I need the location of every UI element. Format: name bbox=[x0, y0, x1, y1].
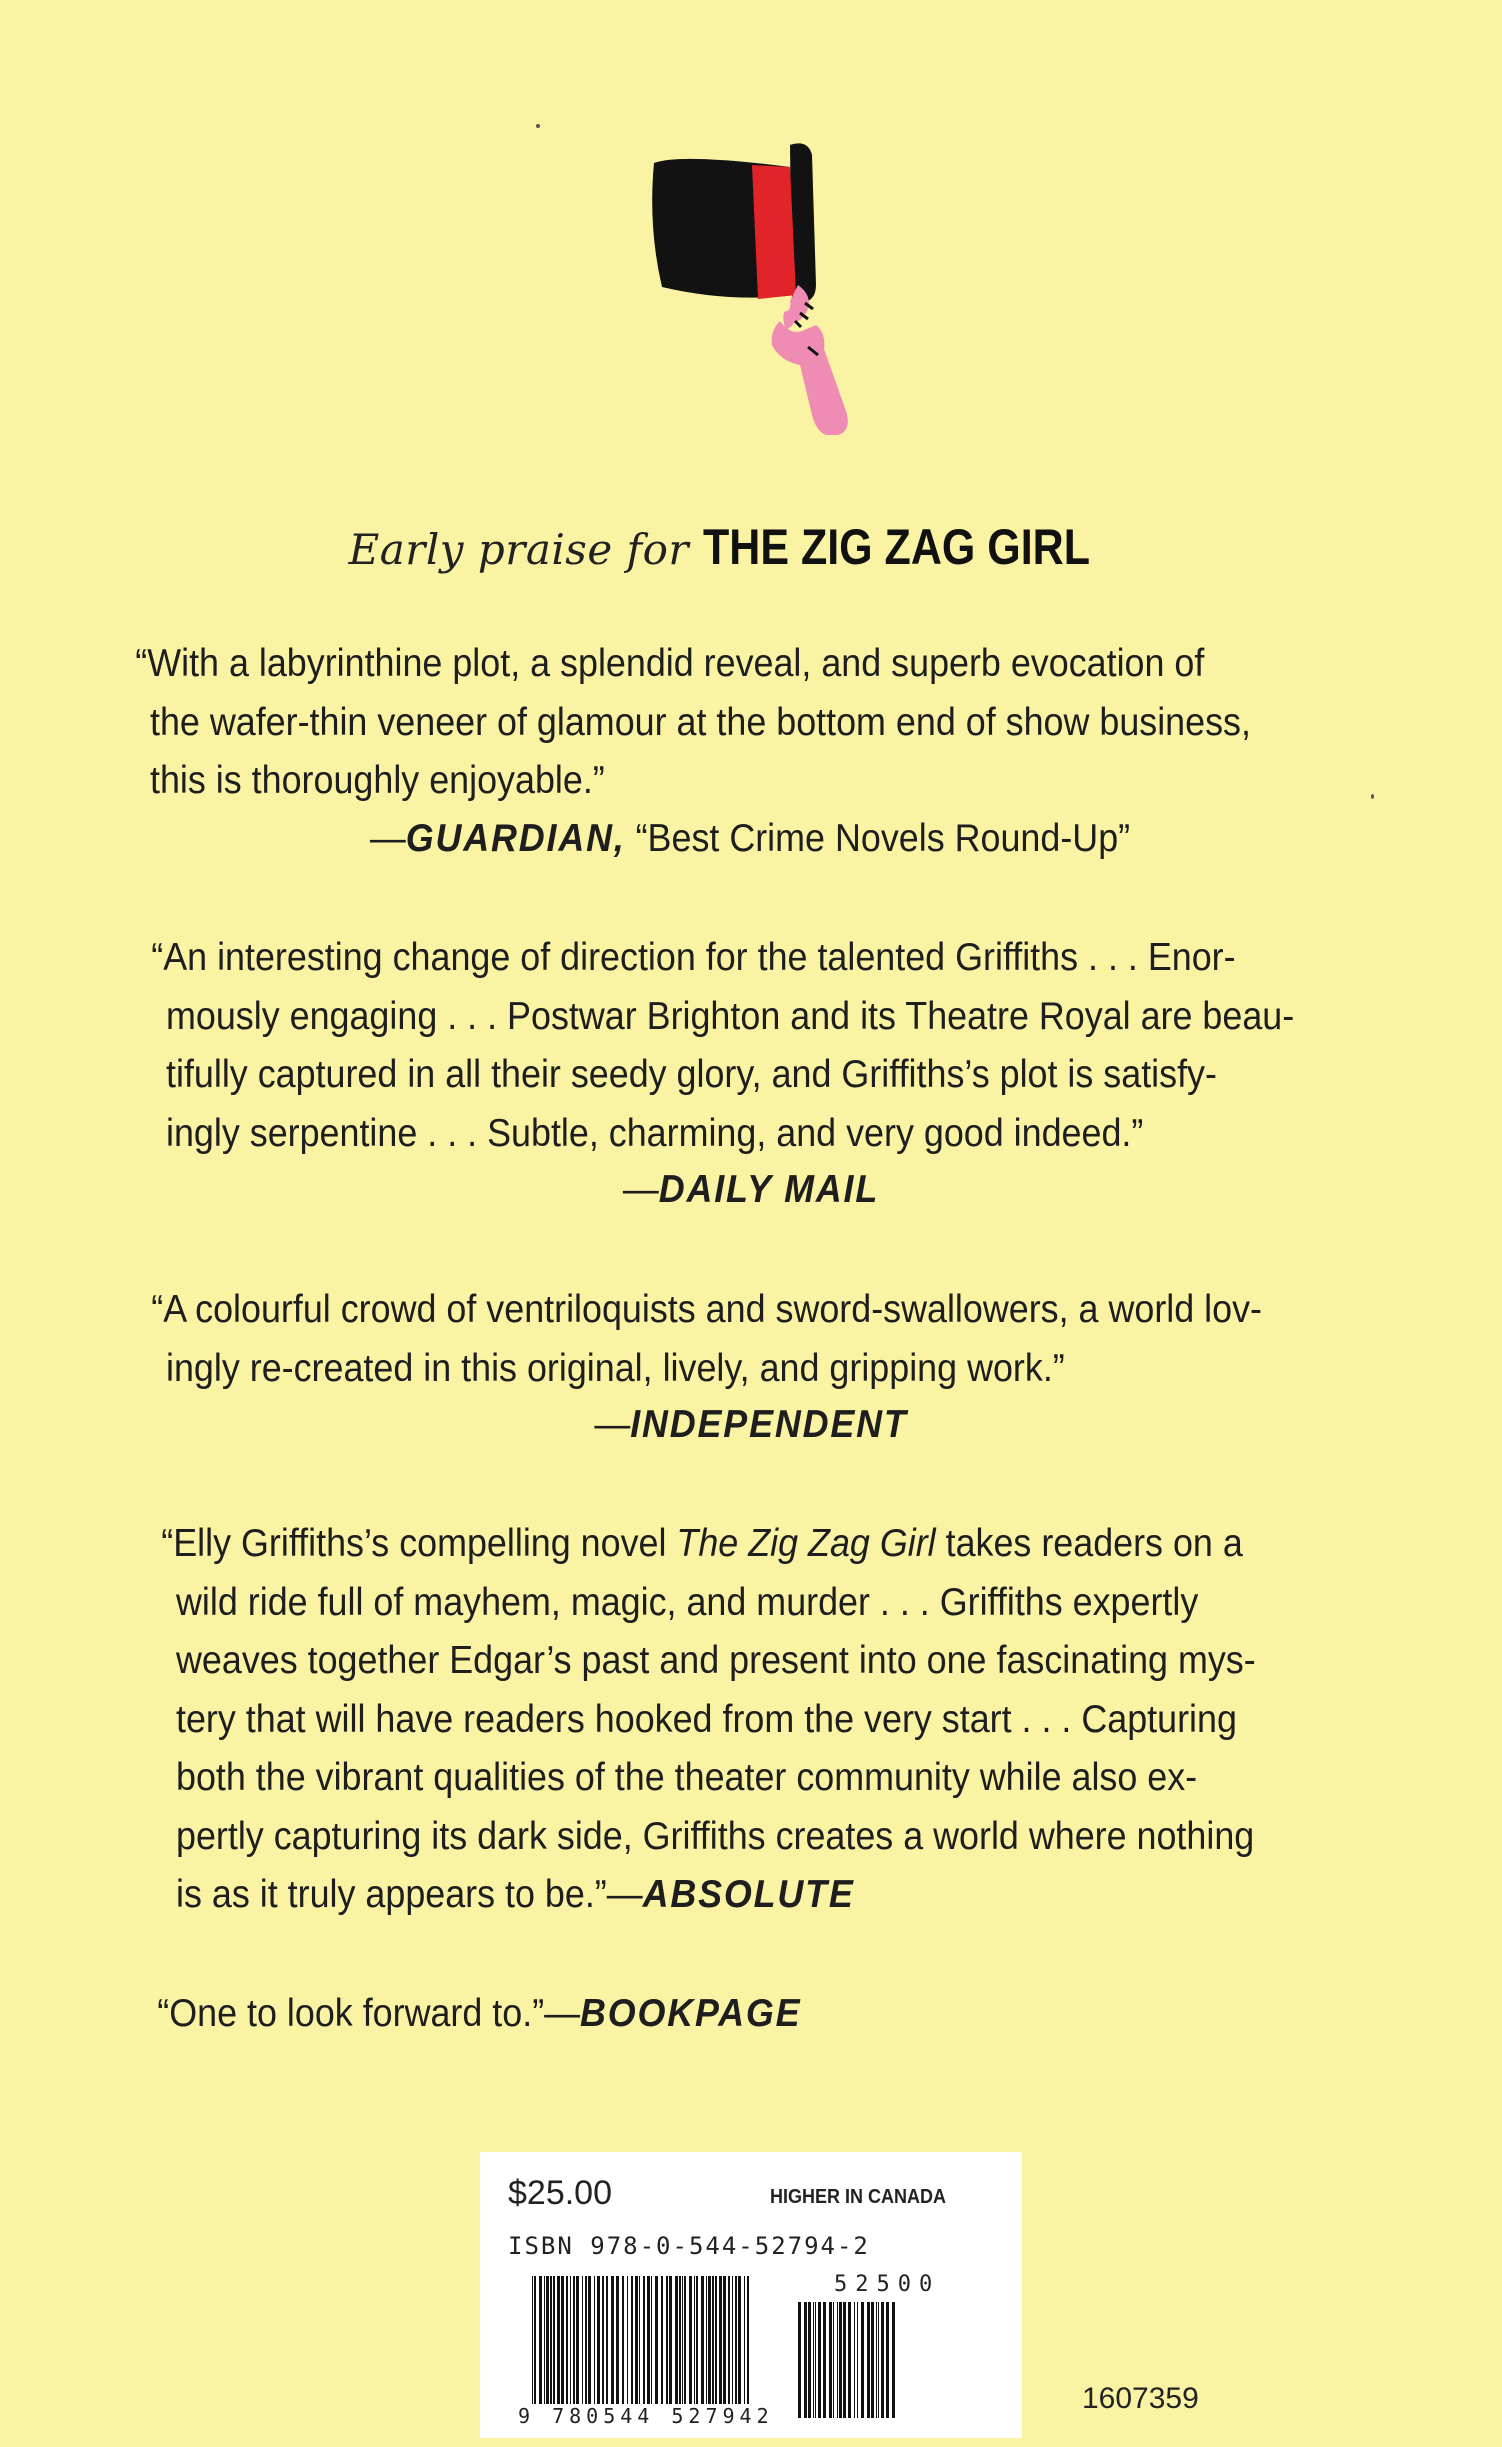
barcode-bar bbox=[839, 2302, 842, 2418]
barcode-bar bbox=[833, 2302, 834, 2418]
attribution-daily-mail bbox=[60, 1168, 1442, 1212]
barcode-bar bbox=[881, 2302, 884, 2418]
barcode-bar bbox=[661, 2276, 663, 2416]
barcode-bar bbox=[585, 2276, 587, 2416]
barcode-bar bbox=[639, 2276, 640, 2416]
source-detail: “Best Crime Novels Round-Up” bbox=[625, 817, 1131, 860]
blurb-line: tery that will have readers hooked from the very start . . . Capturing bbox=[176, 1697, 1237, 1741]
blurb-line: tifully captured in all their seedy glory, and Griffiths’s plot is satisfy- bbox=[166, 1053, 1217, 1096]
barcode-bar bbox=[715, 2276, 717, 2416]
isbn-barcode bbox=[530, 2276, 750, 2416]
blurb-line bbox=[176, 1866, 1331, 1925]
barcode-bar bbox=[886, 2302, 889, 2418]
attribution-independent bbox=[60, 1403, 1442, 1447]
blurb-line: mously engaging . . . Postwar Brighton and its Theatre Royal are beau- bbox=[166, 994, 1295, 1038]
book-title-italic: The Zig Zag Girl bbox=[676, 1522, 936, 1565]
barcode-bar bbox=[694, 2276, 695, 2416]
barcode-bar bbox=[570, 2276, 571, 2416]
barcode-bar bbox=[532, 2276, 533, 2416]
praise-heading bbox=[0, 518, 1502, 576]
attribution-dash: — bbox=[606, 1873, 643, 1916]
barcode-bar bbox=[684, 2276, 686, 2416]
attribution-dash: — bbox=[544, 1992, 581, 2035]
barcode-bar bbox=[798, 2302, 801, 2418]
catalog-number: 1607359 bbox=[1082, 2382, 1199, 2415]
blurb-daily-mail bbox=[151, 929, 1325, 1163]
attribution-guardian bbox=[59, 817, 1441, 861]
barcode-bar bbox=[732, 2276, 733, 2416]
barcode-bar bbox=[611, 2276, 614, 2416]
barcode-bar bbox=[701, 2276, 704, 2416]
barcode-bar bbox=[566, 2276, 568, 2416]
barcode-bar bbox=[804, 2302, 807, 2418]
barcode-bar bbox=[735, 2276, 737, 2416]
blurb-line: “A colourful crowd of ventriloquists and sword-swallowers, a world lov- bbox=[151, 1288, 1263, 1331]
market-note: HIGHER IN CANADA bbox=[770, 2186, 947, 2208]
barcode-bar bbox=[573, 2276, 575, 2416]
blurb-line: ingly serpentine . . . Subtle, charming, and very good indeed.” bbox=[166, 1111, 1144, 1155]
barcode-bar bbox=[682, 2276, 683, 2416]
barcode-bar bbox=[606, 2276, 608, 2416]
barcode-digits: 9 780544 527942 bbox=[514, 2404, 778, 2428]
barcode-bar bbox=[550, 2276, 552, 2416]
blurb-line bbox=[157, 1985, 1000, 2044]
barcode-bar bbox=[815, 2302, 816, 2418]
barcode-bar bbox=[823, 2302, 826, 2418]
barcode-bar bbox=[738, 2276, 741, 2416]
blurb-text: is as it truly appears to be.” bbox=[176, 1873, 607, 1916]
blurb-bookpage bbox=[157, 1985, 1000, 2044]
barcode-bar bbox=[675, 2276, 678, 2416]
barcode-bar bbox=[818, 2302, 821, 2418]
barcode-bar bbox=[679, 2276, 681, 2416]
barcode-bar bbox=[553, 2276, 555, 2416]
barcode-bar bbox=[871, 2302, 874, 2418]
blurb-line: ingly re-created in this original, lively, and gripping work.” bbox=[166, 1346, 1065, 1390]
attribution-dash: — bbox=[369, 817, 406, 860]
price-addon-digits: 52500 bbox=[834, 2272, 941, 2297]
praise-heading-lead: Early praise for bbox=[348, 525, 689, 574]
barcode-bar bbox=[539, 2276, 542, 2416]
barcode-bar bbox=[631, 2276, 633, 2416]
barcode-bar bbox=[728, 2276, 730, 2416]
blurb-text: “Elly Griffiths’s compelling novel bbox=[161, 1522, 677, 1565]
barcode-bar bbox=[708, 2276, 711, 2416]
attribution-dash: — bbox=[622, 1168, 659, 1211]
barcode-bar bbox=[712, 2276, 714, 2416]
isbn: ISBN 978-0-544-52794-2 bbox=[508, 2232, 870, 2260]
barcode-bar bbox=[597, 2276, 600, 2416]
barcode-bar bbox=[843, 2302, 846, 2418]
barcode-bar bbox=[622, 2276, 624, 2416]
barcode-bar bbox=[666, 2276, 668, 2416]
barcode-bar bbox=[878, 2302, 879, 2418]
source-name: DAILY MAIL bbox=[658, 1168, 880, 1211]
blurb-text: “One to look forward to.” bbox=[157, 1992, 545, 2035]
top-hat-held-by-pink-hand-icon bbox=[640, 135, 860, 455]
book-title: THE ZIG ZAG GIRL bbox=[703, 519, 1091, 575]
blurb-line bbox=[161, 1515, 1331, 1574]
blurb-line: this is thoroughly enjoyable.” bbox=[150, 759, 605, 802]
barcode-bar bbox=[892, 2302, 895, 2418]
barcode-bar bbox=[744, 2276, 745, 2416]
price-sticker bbox=[480, 2152, 1022, 2438]
barcode-bar bbox=[643, 2276, 645, 2416]
barcode-bar bbox=[616, 2276, 619, 2416]
barcode-bar bbox=[876, 2302, 877, 2418]
barcode-bar bbox=[655, 2276, 658, 2416]
barcode-bar bbox=[669, 2276, 672, 2416]
blurb-line: wild ride full of mayhem, magic, and murder . . . Griffiths expertly bbox=[176, 1580, 1199, 1624]
barcode-bar bbox=[813, 2302, 814, 2418]
attribution-dash: — bbox=[594, 1403, 631, 1446]
barcode-bar bbox=[867, 2302, 870, 2418]
blurb-line: both the vibrant qualities of the theater community while also ex- bbox=[176, 1756, 1198, 1799]
barcode-bar bbox=[576, 2276, 579, 2416]
source-name: BOOKPAGE bbox=[580, 1992, 802, 2035]
blurb-line: the wafer-thin veneer of glamour at the bottom end of show business, bbox=[150, 700, 1251, 744]
barcode-bar bbox=[857, 2302, 858, 2418]
barcode-bar bbox=[627, 2276, 628, 2416]
barcode-bar bbox=[747, 2276, 749, 2416]
barcode-bar bbox=[561, 2276, 564, 2416]
barcode-bar bbox=[594, 2276, 595, 2416]
barcode-bar bbox=[848, 2302, 851, 2418]
barcode-bar bbox=[861, 2302, 864, 2418]
blurb-independent bbox=[151, 1281, 1325, 1398]
blurb-guardian bbox=[135, 635, 1323, 811]
barcode-bar bbox=[588, 2276, 591, 2416]
barcode-bar bbox=[647, 2276, 650, 2416]
source-name: ABSOLUTE bbox=[642, 1873, 855, 1916]
barcode-bar bbox=[829, 2302, 832, 2418]
price: $25.00 bbox=[508, 2174, 612, 2212]
barcode-bar bbox=[719, 2276, 722, 2416]
barcode-bar bbox=[534, 2276, 536, 2416]
barcode-bar bbox=[696, 2276, 698, 2416]
blurb-line: pertly capturing its dark side, Griffiths creates a world where nothing bbox=[176, 1814, 1255, 1858]
source-name: GUARDIAN, bbox=[405, 817, 626, 860]
blurb-absolute bbox=[161, 1515, 1331, 1925]
price-addon-barcode bbox=[796, 2302, 896, 2418]
source-name: INDEPENDENT bbox=[630, 1403, 908, 1446]
barcode-bar bbox=[546, 2276, 549, 2416]
blurb-line: “An interesting change of direction for the talented Griffiths . . . Enor- bbox=[151, 936, 1236, 979]
barcode-bar bbox=[651, 2276, 652, 2416]
barcode-bar bbox=[544, 2276, 545, 2416]
blurb-line: “With a labyrinthine plot, a splendid reveal, and superb evocation of bbox=[135, 642, 1205, 685]
barcode-bar bbox=[602, 2276, 604, 2416]
barcode-bar bbox=[837, 2302, 838, 2418]
barcode-bar bbox=[635, 2276, 638, 2416]
blurb-text: takes readers on a bbox=[935, 1522, 1243, 1565]
blurb-line: weaves together Edgar’s past and present into one fascinating mys- bbox=[176, 1639, 1256, 1682]
paper-speck bbox=[1371, 794, 1374, 799]
barcode-bar bbox=[706, 2276, 707, 2416]
barcode-bar bbox=[854, 2302, 855, 2418]
barcode-bar bbox=[582, 2276, 583, 2416]
barcode-bar bbox=[689, 2276, 692, 2416]
paper-speck bbox=[536, 124, 540, 128]
barcode-bar bbox=[808, 2302, 811, 2418]
barcode-bar bbox=[723, 2276, 726, 2416]
barcode-bar bbox=[557, 2276, 560, 2416]
